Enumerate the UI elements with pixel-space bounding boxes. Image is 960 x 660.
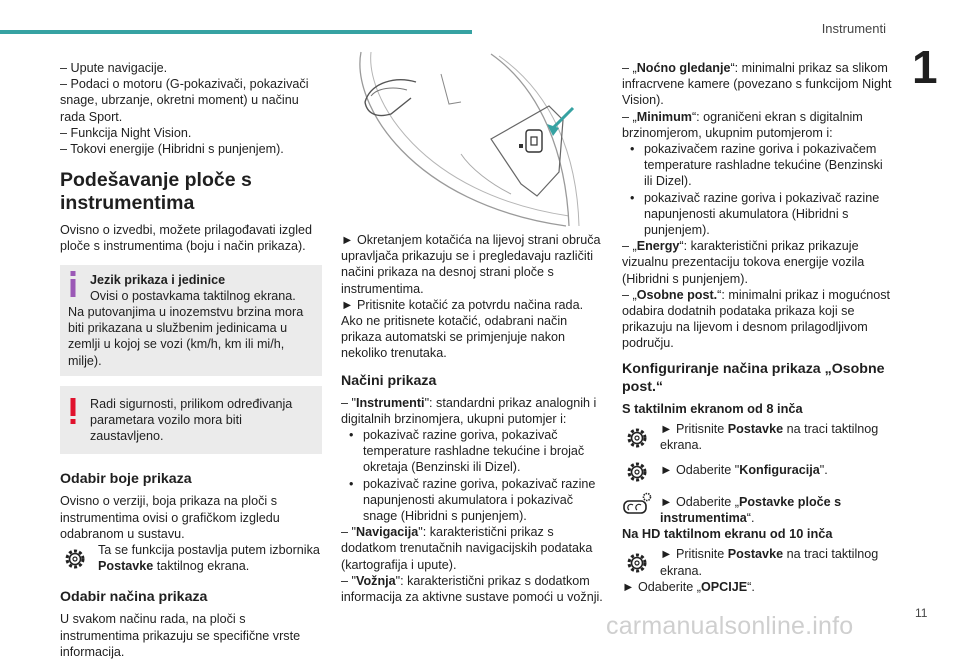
step-text-end: na traci taktilnog ekrana. (660, 421, 879, 452)
colour-settings-text: Ta se funkcija postavlja putem izbornika (98, 543, 320, 558)
info-icon (68, 271, 78, 297)
warning-text: Radi sigurnosti, prilikom određivanja parametara vozilo mora biti zaustavljeno. (90, 396, 293, 444)
colour-heading: Odabir boje prikaza (60, 471, 192, 488)
mode-instruments: – "Instrumenti": standardni prikaz analognih i digitalnih brzinomjera, ukupni putomjer i: (341, 395, 597, 426)
step-bold: Postavke ploče s instrumentima (660, 495, 842, 526)
step-text-end: na traci taktilnog ekrana. (660, 547, 879, 578)
mode-driving: – "Vožnja": karakteristični prikaz s dodatkom informacija za aktivne sustave pomoći u vožnji. (341, 573, 603, 605)
step-text: ► Pritisnite (660, 421, 728, 436)
intro-item: – Podaci o motoru (G-pokazivači, pokazivači snage, ubrzanje, okretni moment) u načinu rada Sport. (60, 77, 309, 124)
section-heading: Podešavanje ploče s instrumentima (60, 169, 252, 215)
step-text: ► Odaberite " (660, 463, 740, 478)
display-settings-icon (622, 489, 652, 519)
column-left (60, 60, 322, 660)
warning-icon (68, 398, 78, 426)
gear-icon (622, 457, 652, 487)
subheading-10inch: Na HD taktilnom ekranu od 10 inča (622, 526, 833, 542)
colour-settings-row (60, 542, 322, 574)
info-callout (60, 265, 322, 376)
subheading-8inch: S taktilnim ekranom od 8 inča (622, 400, 803, 416)
header-accent-bar (0, 30, 472, 34)
mode-minimum: – „Minimum“: ograničeni ekran s digitalnim brzinomjerom, ukupnim putomjerom i: (622, 109, 863, 140)
step-row (622, 546, 892, 578)
step-row (622, 421, 892, 453)
mode-minimum-bullet: • pokazivač razine goriva i pokazivač razine napunjenosti akumulatora (Hibridni s punjenjem). (622, 190, 892, 239)
step-row (622, 487, 892, 526)
column-middle (341, 232, 605, 605)
column-right (622, 60, 892, 595)
steering-wheel-illustration (341, 44, 605, 230)
gear-icon (622, 548, 652, 578)
mode-heading: Odabir načina prikaza (60, 589, 208, 606)
modes-heading: Načini prikaza (341, 372, 437, 389)
step-text: ► Pritisnite (660, 547, 728, 562)
mode-minimum-bullet: • pokazivačem razine goriva i pokazivačem temperature rashladne tekućine (Benzinski ili Dizel). (622, 141, 892, 190)
gear-icon (622, 423, 652, 453)
colour-settings-text-end: taktilnog ekrana. (153, 559, 250, 574)
watermark: carmanualsonline.info (606, 612, 854, 640)
step-row (622, 455, 892, 485)
mode-body: U svakom načinu rada, na ploči s instrumentima prikazuju se specifične vrste informacija. (60, 612, 301, 659)
step-press: ► Pritisnite kotačić za potvrdu načina rada. (341, 297, 584, 312)
info-heading: Jezik prikaza i jedinice (90, 272, 226, 287)
mode-instruments-bullet: • pokazivač razine goriva, pokazivač temperature rashladne tekućine i brojač okretaja (Benzinski ili Dizel). (341, 427, 605, 476)
step-options: ► Odaberite „OPCIJE“. (622, 579, 755, 594)
section-title: Instrumenti (821, 21, 886, 36)
step-bold: Postavke (727, 547, 784, 562)
info-line: Ovisi o postavkama taktilnog ekrana. (90, 288, 296, 303)
step-text-end: ". (819, 463, 828, 478)
mode-energy: – „Energy“: karakteristični prikaz prikazuje vizualnu prezentaciju tokova energije vozila (Hibridni s punjenjem). (622, 239, 865, 286)
step-rotate: ► Okretanjem kotačića na lijevoj strani obruča upravljača prikazuju se i pregledavaju različiti načini prikaza na desnoj strani ploče s instrumentima. (341, 233, 601, 296)
step-bold: Postavke (727, 421, 784, 436)
mode-navigation: – "Navigacija": karakteristični prikaz s dodatkom trenutačnih navigacijskih podataka (kartografija i upute). (341, 525, 593, 572)
mode-personal: – „Osobne post.“: minimalni prikaz i mogućnost odabira dodatnih podataka prikaza koji se prikazuju na lijevom i desnom prilagodljivom području. (622, 287, 891, 351)
mode-instruments-bullet: • pokazivač razine goriva, pokazivač razine napunjenosti akumulatora i pokazivač snage (Hibridni s punjenjem). (341, 476, 605, 525)
info-body: Na putovanjima u inozemstvu brzina mora biti prikazana u službenim jedinicama u zemlji u kojoj se vozi (km/h, km ili mi/h, milje). (68, 305, 304, 368)
step-text: ► Odaberite „ (660, 495, 739, 510)
step-text-end: “. (746, 511, 755, 526)
intro-item: – Tokovi energije (Hibridni s punjenjem). (60, 142, 284, 157)
settings-label: Postavke (98, 559, 154, 574)
section-body: Ovisno o izvedbi, možete prilagođavati izgled ploče s instrumentima (boju i način prikaza). (60, 223, 313, 254)
colour-body: Ovisno o verziji, boja prikaza na ploči s instrumentima ovisi o grafičkom izgledu odabranom u sustavu. (60, 494, 280, 541)
mode-night-vision: – „Noćno gledanje“: minimalni prikaz sa slikom infracrvene kamere (povezano s funkcijom Night Vision). (622, 61, 892, 108)
chapter-number: 1 (912, 41, 938, 93)
intro-item: – Funkcija Night Vision. (60, 125, 192, 140)
step-auto: Ako ne pritisnete kotačić, odabrani način prikaza automatski se primjenjuje nakon nekoliko trenutaka. (341, 314, 568, 361)
warning-callout (60, 386, 322, 455)
gear-icon (60, 544, 90, 574)
page-number: 11 (915, 606, 928, 620)
step-bold: Konfiguracija (739, 463, 820, 478)
config-heading: Konfiguriranje načina prikaza „Osobne post.“ (622, 360, 885, 395)
intro-item: – Upute navigacije. (60, 61, 168, 75)
